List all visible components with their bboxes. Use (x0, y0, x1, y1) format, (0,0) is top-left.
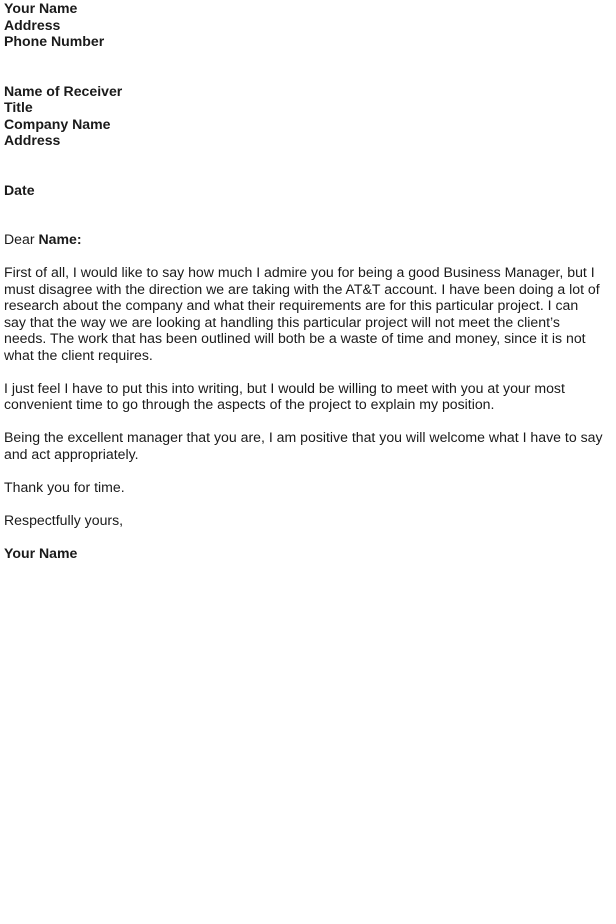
signature-name: Your Name (4, 544, 78, 561)
salutation-greeting: Dear (4, 231, 39, 247)
salutation (4, 231, 614, 248)
date-block (4, 182, 614, 199)
sender-address: Address (4, 16, 61, 33)
sender-phone: Phone Number (4, 33, 105, 49)
body-paragraph-2 (4, 380, 614, 413)
valediction (4, 512, 614, 529)
signature (4, 545, 614, 562)
receiver-name: Name of Receiver (4, 82, 123, 99)
body-paragraph-3 (4, 429, 614, 462)
paragraph-line: First of all, I would like to say how much I admire you for being a good Business Manager, but I (4, 264, 595, 280)
salutation-name: Name: (38, 231, 82, 247)
paragraph-line: convenient time to go through the aspects of the project to explain my position. (4, 396, 495, 412)
paragraph-line: must disagree with the direction we are taking with the AT&T account. I have been doing a lot of (4, 280, 600, 297)
receiver-address: Address (4, 132, 61, 148)
receiver-title: Title (4, 99, 33, 115)
valediction-text: Respectfully yours, (4, 511, 124, 528)
thanks-text: Thank you for time. (4, 478, 125, 495)
letter-page (4, 0, 614, 561)
paragraph-line: and act appropriately. (4, 445, 139, 462)
paragraph-line: I just feel I have to put this into writing, but I would be willing to meet with you at your most (4, 379, 565, 396)
sender-block (4, 0, 614, 50)
paragraph-line: needs. The work that has been outlined will both be a waste of time and money, since it is not (4, 330, 586, 346)
receiver-block (4, 83, 614, 149)
paragraph-line: research about the company and what their requirements are for this particular project. I can (4, 297, 579, 313)
paragraph-line: what the client requires. (4, 346, 153, 363)
sender-name: Your Name (4, 0, 78, 16)
paragraph-line: Being the excellent manager that you are, I am positive that you will welcome what I have to say (4, 429, 603, 445)
receiver-company: Company Name (4, 115, 111, 132)
letter-date: Date (4, 181, 35, 198)
body-paragraph-1 (4, 264, 614, 363)
salutation-line (4, 231, 614, 248)
paragraph-line: say that the way we are looking at handling this particular project will not meet the client’s (4, 313, 560, 330)
thanks-line (4, 479, 614, 496)
